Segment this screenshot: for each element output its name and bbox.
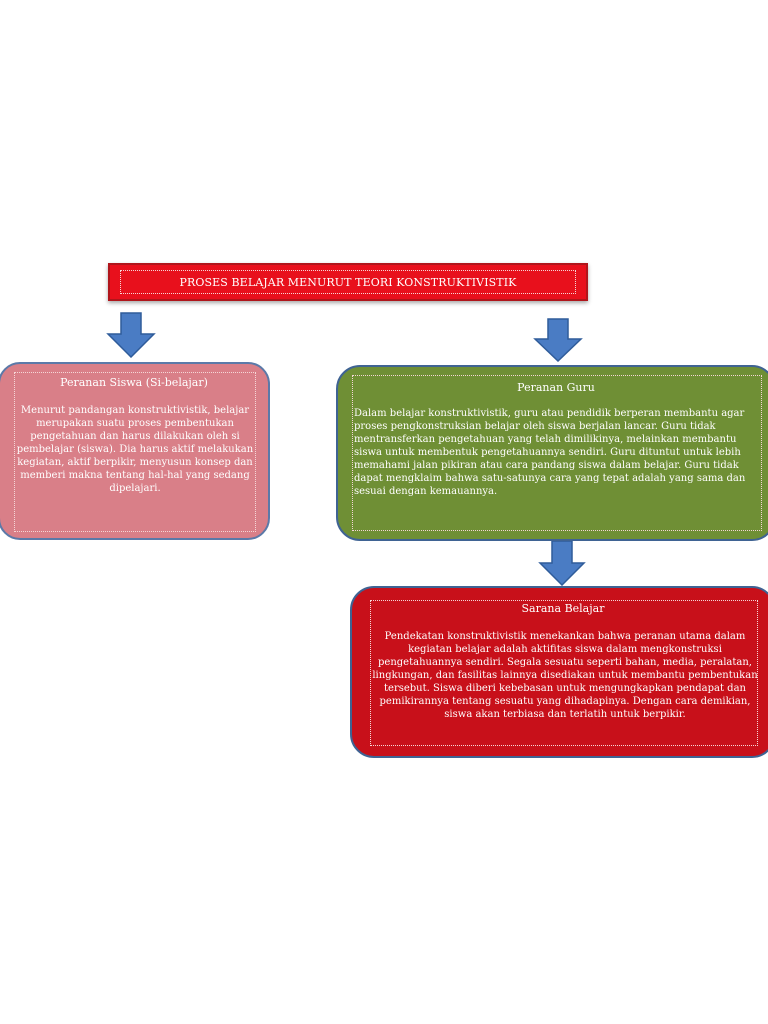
siswa-role-box xyxy=(0,362,270,540)
guru-heading: Peranan Guru xyxy=(517,381,595,394)
guru-role-box xyxy=(336,365,768,541)
guru-body: Dalam belajar konstruktivistik, guru atau pendidik berperan membantu agar proses pengkonstruksian belajar oleh siswa berjalan lancar. Guru tidak mentransferkan pengetahuan yang telah dimilikinya, melainkan membantu siswa untuk membentuk pengetahuannya sendiri. Guru dituntut untuk lebih memahami jalan pikiran atau cara pandang siswa dalam belajar. Guru tidak dapat mengklaim bahwa satu-satunya cara yang tepat adalah yang sama dan sesuai dengan kemauannya. xyxy=(354,408,746,497)
sarana-body: Pendekatan konstruktivistik menekankan bahwa peranan utama dalam kegiatan belajar adalah aktifitas siswa dalam mengkonstruksi pengetahuannya sendiri. Segala sesuatu seperti bahan, media, peralatan, lingkungan, dan fasilitas lainnya disediakan untuk membantu pembentukan tersebut. Siswa diberi kebebasan untuk mengungkapkan pendapat dan pemikirannya tentang sesuatu yang dihadapinya. Dengan cara demikian, siswa akan terbiasa dan terlatih untuk berpikir. xyxy=(372,631,758,720)
sarana-heading: Sarana Belajar xyxy=(521,602,605,615)
sarana-belajar-box xyxy=(350,586,768,758)
siswa-body: Menurut pandangan konstruktivistik, belajar merupakan suatu proses pembentukan pengetahuan dan harus dilakukan oleh si pembelajar (siswa). Dia harus aktif melakukan kegiatan, aktif berpikir, menyusun konsep dan memberi makna tentang hal-hal yang sedang dipelajari. xyxy=(16,405,254,494)
diagram-title: PROSES BELAJAR MENURUT TEORI KONSTRUKTIVISTIK xyxy=(179,276,517,289)
arrow-down-icon xyxy=(538,540,586,586)
arrow-down-icon xyxy=(106,312,156,358)
title-banner xyxy=(108,263,588,301)
siswa-heading: Peranan Siswa (Si-belajar) xyxy=(60,376,208,389)
arrow-down-icon xyxy=(533,318,583,362)
